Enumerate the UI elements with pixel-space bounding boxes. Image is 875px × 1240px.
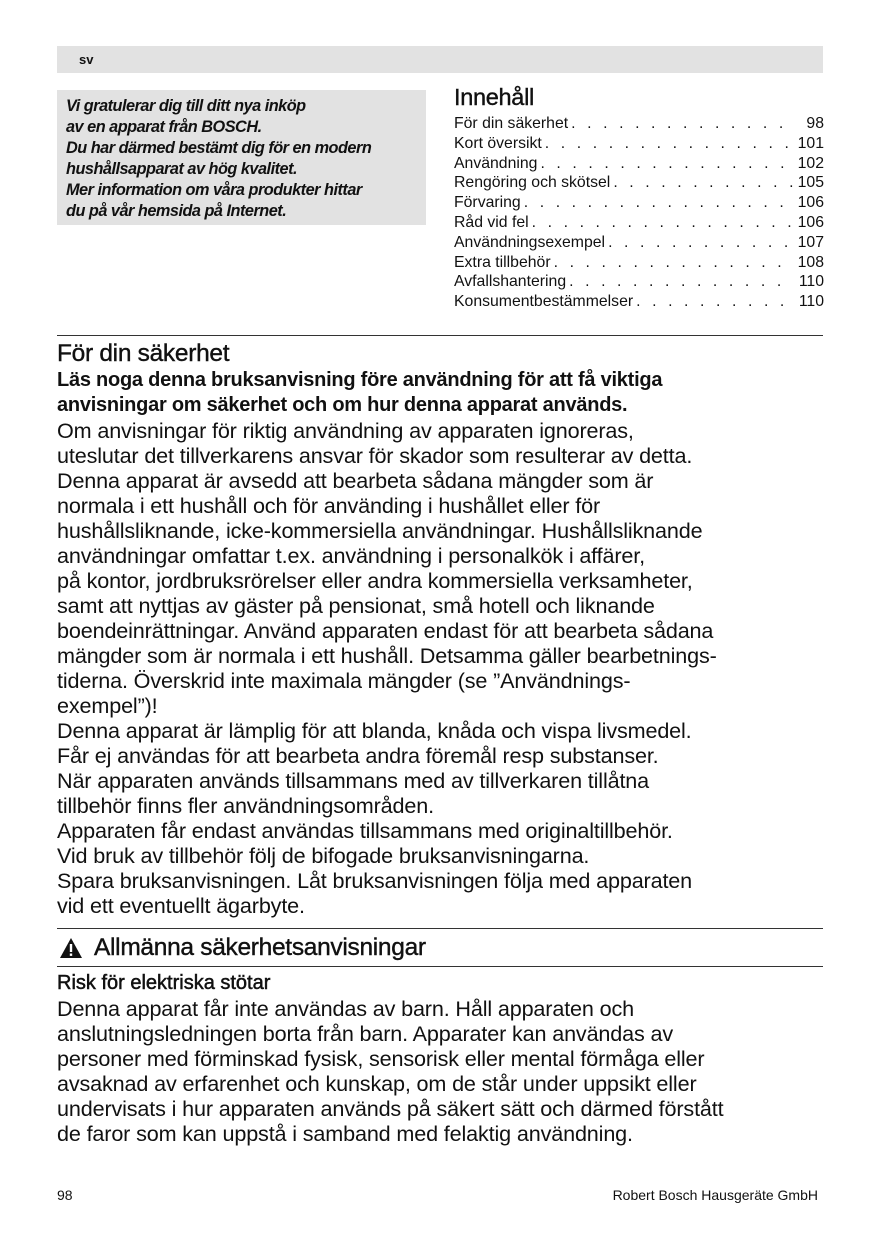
toc-item-page: 110 xyxy=(798,293,824,311)
general-body-line: personer med förminskad fysisk, sensorisk eller mental förmåga eller xyxy=(57,1046,705,1071)
safety-body-line: Spara bruksanvisningen. Låt bruksanvisningen följa med apparaten xyxy=(57,868,693,893)
toc-item xyxy=(454,292,824,312)
toc-leader-dots xyxy=(636,292,793,312)
toc-item-title: Användning xyxy=(454,154,538,172)
safety-body-line: Får ej användas för att bearbeta andra föremål resp substanser. xyxy=(57,743,659,768)
toc-leader-dots xyxy=(545,134,793,154)
toc-item xyxy=(454,173,824,193)
safety-body-line: mängder som är normala i ett hushåll. Detsamma gäller bearbetnings- xyxy=(57,643,717,668)
toc-item-page: 108 xyxy=(797,253,824,271)
safety-body-line: Denna apparat är avsedd att bearbeta sådana mängder som är xyxy=(57,468,654,493)
safety-body-line: vid ett eventuellt ägarbyte. xyxy=(57,893,305,918)
toc-item-title: Rengöring och skötsel xyxy=(454,174,611,192)
toc-leader-dots xyxy=(571,114,793,134)
toc-item xyxy=(454,272,824,292)
general-body xyxy=(57,996,837,1146)
general-safety-title: Allmänna säkerhetsanvisningar xyxy=(94,934,426,961)
safety-body xyxy=(57,418,837,918)
intro-box xyxy=(57,90,426,225)
toc-item-title: Förvaring xyxy=(454,194,521,212)
general-body-line: avsaknad av erfarenhet och kunskap, om de står under uppsikt eller xyxy=(57,1071,697,1096)
section-divider xyxy=(57,928,823,929)
safety-body-line: boendeinrättningar. Använd apparaten endast för att bearbeta sådana xyxy=(57,618,714,643)
safety-body-line: tiderna. Överskrid inte maximala mängder (se ”Användnings- xyxy=(57,668,631,693)
safety-body-line: uteslutar det tillverkarens ansvar för skador som resulterar av detta. xyxy=(57,443,693,468)
language-code: sv xyxy=(79,52,94,67)
toc-item-title: Avfallshantering xyxy=(454,273,567,291)
toc-item-title: Kort översikt xyxy=(454,134,542,152)
safety-body-line: normala i ett hushåll och för använding i hushållet eller för xyxy=(57,493,601,518)
toc-item-page: 98 xyxy=(806,115,824,132)
toc-item xyxy=(454,233,824,253)
toc-item-page: 102 xyxy=(797,154,824,172)
intro-line: du på vår hemsida på Internet. xyxy=(66,201,287,220)
safety-title: För din säkerhet xyxy=(57,340,230,367)
toc-item-title: Extra tillbehör xyxy=(454,253,551,271)
toc-item xyxy=(454,253,824,273)
toc-leader-dots xyxy=(524,193,793,213)
safety-body-line: När apparaten används tillsammans med av tillverkaren tillåtna xyxy=(57,768,650,793)
safety-section xyxy=(57,340,837,918)
company-name: Robert Bosch Hausgeräte GmbH xyxy=(612,1187,818,1203)
safety-body-line: Vid bruk av tillbehör följ de bifogade bruksanvisningarna. xyxy=(57,843,590,868)
safety-lead-line: anvisningar om säkerhet och om hur denna apparat används. xyxy=(57,394,628,416)
section-divider xyxy=(57,335,823,336)
toc-item-title: Råd vid fel xyxy=(454,213,529,231)
safety-body-line: på kontor, jordbruksrörelser eller andra kommersiella verksamheter, xyxy=(57,568,693,593)
general-body-line: de faror som kan uppstå i samband med felaktig användning. xyxy=(57,1121,633,1146)
toc-item xyxy=(454,213,824,233)
toc-item-page: 105 xyxy=(797,174,824,192)
safety-body-line: exempel”)! xyxy=(57,693,158,718)
toc-leader-dots xyxy=(532,213,793,233)
toc-item xyxy=(454,134,824,154)
electric-shock-subtitle: Risk för elektriska stötar xyxy=(57,972,271,994)
warning-triangle-icon xyxy=(59,937,83,959)
toc-leader-dots xyxy=(569,272,793,292)
toc-item xyxy=(454,154,824,174)
safety-lead-line: Läs noga denna bruksanvisning före användning för att få viktiga xyxy=(57,369,663,391)
section-divider xyxy=(57,966,823,967)
intro-line: hushållsapparat av hög kvalitet. xyxy=(66,159,298,178)
toc-item xyxy=(454,114,824,134)
toc-item xyxy=(454,193,824,213)
toc-leader-dots xyxy=(613,173,793,193)
toc-item-title: Konsumentbestämmelser xyxy=(454,293,634,311)
toc-list xyxy=(454,114,824,312)
toc-leader-dots xyxy=(608,233,793,253)
language-bar xyxy=(57,46,823,73)
safety-body-line: samt att nyttjas av gäster på pensionat, små hotell och liknande xyxy=(57,593,655,618)
safety-body-line: hushållsliknande, icke-kommersiella användningar. Hushållsliknande xyxy=(57,518,703,543)
general-safety-header xyxy=(57,931,823,965)
intro-line: Vi gratulerar dig till ditt nya inköp xyxy=(66,97,306,115)
toc-item-page: 101 xyxy=(797,134,824,152)
toc-item-page: 110 xyxy=(798,273,824,291)
toc-item-page: 106 xyxy=(797,194,824,212)
page-number: 98 xyxy=(57,1187,73,1203)
toc-title: Innehåll xyxy=(454,84,534,110)
toc-item-title: För din säkerhet xyxy=(454,115,569,132)
safety-body-line: Om anvisningar för riktig användning av apparaten ignoreras, xyxy=(57,418,634,443)
toc-leader-dots xyxy=(540,154,793,174)
intro-line: Mer information om våra produkter hittar xyxy=(66,180,362,199)
safety-body-line: Apparaten får endast användas tillsammans med originaltillbehör. xyxy=(57,818,673,843)
electric-shock-section xyxy=(57,971,837,1146)
safety-body-line: tillbehör finns fler användningsområden. xyxy=(57,793,434,818)
intro-line: av en apparat från BOSCH. xyxy=(66,117,262,136)
general-body-line: Denna apparat får inte användas av barn. Håll apparaten och xyxy=(57,996,634,1021)
general-body-line: anslutningsledningen borta från barn. Apparater kan användas av xyxy=(57,1021,674,1046)
safety-body-line: användningar omfattar t.ex. användning i personalkök i affärer, xyxy=(57,543,645,568)
toc-leader-dots xyxy=(554,253,793,273)
toc-item-page: 107 xyxy=(797,233,824,251)
safety-body-line: Denna apparat är lämplig för att blanda, knåda och vispa livsmedel. xyxy=(57,718,692,743)
general-body-line: undervisats i hur apparaten används på säkert sätt och därmed förstått xyxy=(57,1096,724,1121)
intro-line: Du har därmed bestämt dig för en modern xyxy=(66,138,372,157)
toc-item-page: 106 xyxy=(797,213,824,231)
table-of-contents xyxy=(454,84,824,312)
toc-item-title: Användningsexempel xyxy=(454,233,606,251)
